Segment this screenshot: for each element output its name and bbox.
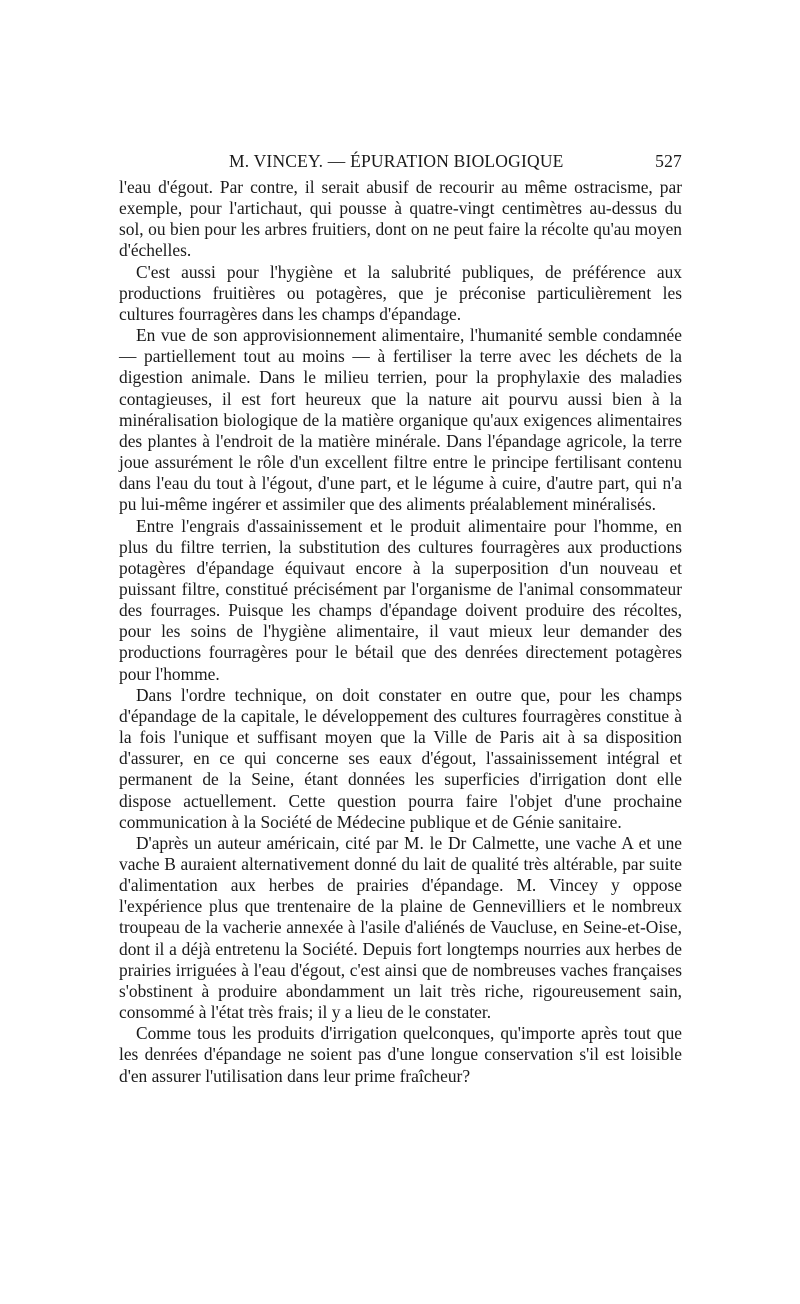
running-head [119, 151, 682, 177]
page-number: 527 [655, 151, 682, 171]
paragraph-auteur-americain: D'après un auteur américain, cité par M. le Dr Calmette, une vache A et une vache B auraient alternativement donné du lait de qualité très altérable, par suite d'alimentation aux herbes de prairies d'épandage. M. Vincey y oppose l'expérience plus que trentenaire de la plaine de Gennevilliers et le nombreux troupeau de la vacherie annexée à l'asile d'aliénés de Vaucluse, en Seine-et-Oise, dont il a déjà entretenu la Société. Depuis fort longtemps nourries aux herbes de prairies irriguées à l'eau d'égout, c'est ainsi que de nombreuses vaches françaises s'obstinent à produire abondamment un lait très riche, rigoureusement sain, consommé à l'état très frais; il y a lieu de le constater. [119, 832, 682, 1023]
running-title: M. VINCEY. — ÉPURATION BIOLOGIQUE [229, 151, 564, 171]
paragraph-conclusion: Comme tous les produits d'irrigation quelconques, qu'importe après tout que les denrées d'épandage ne soient pas d'une longue conservation s'il est loisible d'en assurer l'utilisation dans leur prime fraîcheur? [119, 1023, 682, 1086]
paragraph-continuation: l'eau d'égout. Par contre, il serait abusif de recourir au même ostracisme, par exemple, pour l'artichaut, qui pousse à quatre-vingt centimètres au-dessus du sol, ou bien pour les arbres fruitiers, dont on ne peut faire la récolte qu'au moyen d'échelles. [119, 177, 682, 261]
paragraph-hygiene: C'est aussi pour l'hygiène et la salubrité publiques, de préférence aux productions fruitières ou potagères, que je préconise particulièrement les cultures fourragères dans les champs d'épandage. [119, 261, 682, 324]
paragraph-ordre-technique: Dans l'ordre technique, on doit constater en outre que, pour les champs d'épandage de la capitale, le développement des cultures fourragères constitue à la fois l'unique et suffisant moyen que la Ville de Paris ait à sa disposition d'assurer, en ce qui concerne ses eaux d'égout, l'assainissement intégral et permanent de la Seine, étant données les superficies d'irrigation dont elle dispose actuellement. Cette question pourra faire l'objet d'une prochaine communication à la Société de Médecine publique et de Génie sanitaire. [119, 684, 682, 832]
paragraph-approvisionnement: En vue de son approvisionnement alimentaire, l'humanité semble condamnée — partiellement tout au moins — à fertiliser la terre avec les déchets de la digestion animale. Dans le milieu terrien, pour la prophylaxie des maladies contagieuses, il est fort heureux que la nature ait pourvu aussi bien à la minéralisation biologique de la matière organique qu'aux exigences alimentaires des plantes à l'endroit de la matière minérale. Dans l'épandage agricole, la terre joue assurément le rôle d'un excellent filtre entre le principe fertilisant contenu dans l'eau du tout à l'égout, d'une part, et le légume à cuire, d'autre part, qui n'a pu lui-même ingérer et assimiler que des aliments préalablement minéralisés. [119, 325, 682, 515]
document-page [119, 151, 682, 1087]
paragraph-engrais: Entre l'engrais d'assainissement et le produit alimentaire pour l'homme, en plus du filtre terrien, la substitution des cultures fourragères aux productions potagères d'épandage équivaut encore à la superposition d'un nouveau et puissant filtre, constitué précisément par l'organisme de l'animal consommateur des fourrages. Puisque les champs d'épandage doivent produire des récoltes, pour les soins de l'hygiène alimentaire, il vaut mieux leur demander des productions fourragères pour le bétail que des denrées directement potagères pour l'homme. [119, 515, 682, 684]
